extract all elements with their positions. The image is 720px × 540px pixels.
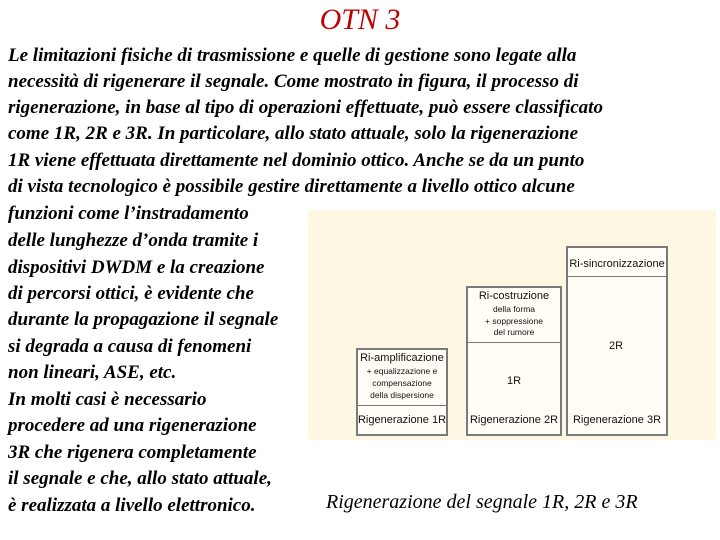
body-line: di vista tecnologico è possibile gestire direttamente a livello ottico alcune [8, 176, 575, 197]
resync-label: Ri-sincronizzazione [569, 258, 665, 270]
label-1r: 1R [506, 375, 522, 387]
body-line: necessità di rigenerare il segnale. Come mostrato in figura, il processo di [8, 71, 579, 92]
body-line: In molti casi è necessario [8, 389, 207, 410]
body-line: il segnale e che, allo stato attuale, [8, 468, 272, 489]
regeneration-figure [308, 210, 716, 440]
body-line: Le limitazioni fisiche di trasmissione e quelle di gestione sono legate alla [8, 45, 577, 66]
body-line: è realizzata a livello elettronico. [8, 495, 256, 516]
body-line: 1R viene effettuata direttamente nel dominio ottico. Anche se da un punto [8, 150, 585, 171]
regen-2r-label: Rigenerazione 2R [469, 414, 559, 426]
divider [358, 405, 446, 406]
divider [468, 342, 560, 343]
regen-1r-label: Rigenerazione 1R [357, 414, 447, 426]
body-line: dispositivi DWDM e la creazione [8, 257, 265, 278]
body-line: come 1R, 2R e 3R. In particolare, allo stato attuale, solo la rigenerazione [8, 123, 579, 144]
reshape-line: della forma [492, 304, 536, 314]
body-line: si degrada a causa di fenomeni [8, 336, 252, 357]
body-line: delle lunghezze d’onda tramite i [8, 230, 259, 251]
reamp-line: + equalizzazione e [366, 366, 438, 376]
body-line: rigenerazione, in base al tipo di operazioni effettuate, può essere classificato [8, 97, 603, 118]
body-line: durante la propagazione il segnale [8, 309, 279, 330]
reamp-line: compensazione [372, 378, 432, 388]
body-line: non lineari, ASE, etc. [8, 362, 177, 383]
reshape-title: Ri-costruzione [478, 290, 550, 302]
reamp-title: Ri-amplificazione [360, 352, 444, 364]
slide-title: OTN 3 [319, 3, 401, 36]
divider [568, 276, 666, 277]
label-2r: 2R [608, 340, 624, 352]
figure-caption: Rigenerazione del segnale 1R, 2R e 3R [326, 491, 638, 513]
body-line: funzioni come l’instradamento [8, 203, 249, 224]
reshape-line: del rumore [493, 327, 535, 337]
reamp-line: della dispersione [370, 390, 434, 400]
reshape-line: + soppressione [485, 316, 543, 326]
regen-3r-label: Rigenerazione 3R [572, 414, 662, 426]
body-line: di percorsi ottici, è evidente che [8, 283, 254, 304]
body-line: procedere ad una rigenerazione [8, 415, 257, 436]
body-line: 3R che rigenera completamente [8, 442, 257, 463]
